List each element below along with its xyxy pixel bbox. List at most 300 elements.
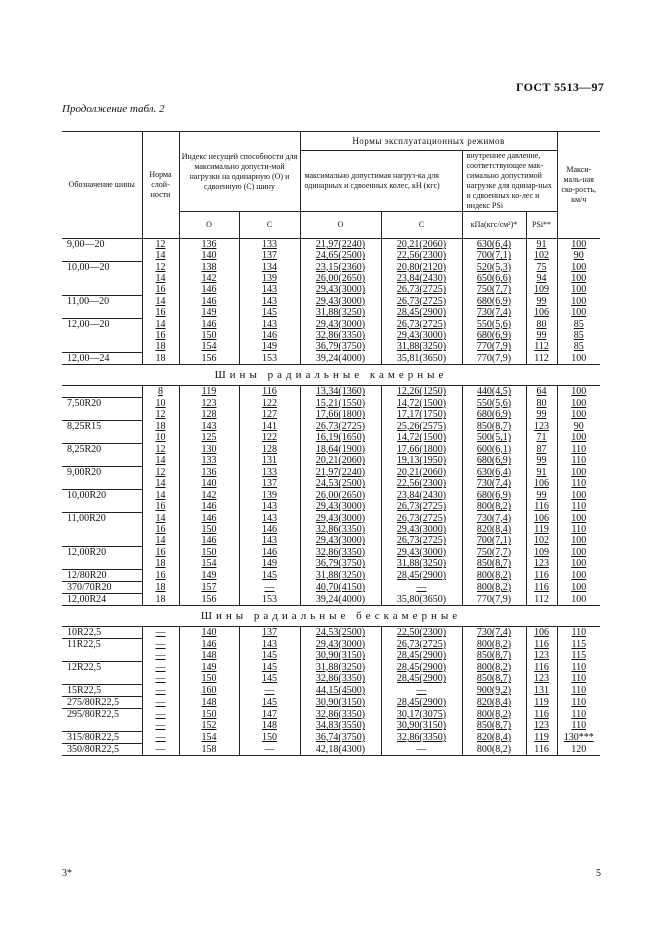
max-speed: 100 <box>557 582 600 594</box>
ply-rating: 10 <box>142 432 179 444</box>
tire-size: 10,00—20 <box>62 262 142 274</box>
table-row <box>62 501 600 513</box>
max-speed: 90 <box>557 421 600 433</box>
pressure: 730(7,4) <box>462 513 526 525</box>
load-dual: 25,26(2575) <box>381 421 462 433</box>
index-single: 156 <box>179 353 239 365</box>
pressure: 850(8,7) <box>462 421 526 433</box>
load-single: 31,88(3250) <box>300 662 381 674</box>
ply-rating: 16 <box>142 307 179 319</box>
pressure: 770(7,9) <box>462 594 526 606</box>
psi-index: 106 <box>526 627 557 639</box>
tire-size: 315/80R22,5 <box>62 732 142 744</box>
table-row <box>62 685 600 697</box>
max-speed: 100 <box>557 558 600 570</box>
pressure: 800(8,2) <box>462 744 526 756</box>
max-speed: 100 <box>557 262 600 274</box>
table-row <box>62 720 600 732</box>
pressure: 770(7,9) <box>462 353 526 365</box>
ply-rating: 14 <box>142 513 179 525</box>
index-single: 154 <box>179 341 239 353</box>
ply-rating: 14 <box>142 490 179 502</box>
index-dual: 122 <box>239 432 300 444</box>
load-single: 29,43(3000) <box>300 284 381 296</box>
psi-index: 106 <box>526 478 557 490</box>
load-dual: 29,43(3000) <box>381 547 462 559</box>
max-speed: 100 <box>557 307 600 319</box>
ply-rating: 16 <box>142 501 179 513</box>
index-single: 146 <box>179 535 239 547</box>
index-dual: 133 <box>239 467 300 479</box>
pressure: 730(7,4) <box>462 627 526 639</box>
table-row <box>62 650 600 662</box>
load-dual: 26,73(2725) <box>381 513 462 525</box>
load-single: 40,70(4150) <box>300 582 381 594</box>
load-dual: 12,26(1250) <box>381 386 462 398</box>
table-row <box>62 558 600 570</box>
load-single: 26,73(2725) <box>300 421 381 433</box>
index-dual: 145 <box>239 673 300 685</box>
load-dual: 29,43(3000) <box>381 524 462 535</box>
table-row <box>62 732 600 744</box>
tire-size <box>62 478 142 490</box>
index-dual: 145 <box>239 570 300 582</box>
table-row <box>62 307 600 319</box>
header-max-speed: Макси-маль-ная ско-рость, км/ч <box>557 132 600 239</box>
ply-rating: 18 <box>142 594 179 606</box>
index-dual: 137 <box>239 250 300 262</box>
max-speed: 110 <box>557 627 600 639</box>
section-radial-tubeless <box>62 606 600 627</box>
index-single: 146 <box>179 319 239 331</box>
max-speed: 110 <box>557 720 600 732</box>
tire-size: 9,00—20 <box>62 239 142 251</box>
section-title-radial-tubeless: Шины радиальные бескамерные <box>62 606 600 627</box>
pressure: 820(8,4) <box>462 524 526 535</box>
ply-rating: 14 <box>142 250 179 262</box>
ply-rating: 18 <box>142 582 179 594</box>
index-single: 148 <box>179 650 239 662</box>
max-speed: 110 <box>557 524 600 535</box>
load-single: 31,88(3250) <box>300 570 381 582</box>
load-single: 17,66(1800) <box>300 409 381 421</box>
tire-size <box>62 409 142 421</box>
tire-size: 12,00R24 <box>62 594 142 606</box>
psi-index: 80 <box>526 319 557 331</box>
load-single: 32,86(3350) <box>300 709 381 721</box>
ply-rating: — <box>142 662 179 674</box>
load-dual: 28,45(2900) <box>381 697 462 709</box>
load-single: 36,74(3750) <box>300 732 381 744</box>
load-dual: 26,73(2725) <box>381 296 462 308</box>
ply-rating: — <box>142 720 179 732</box>
index-single: 140 <box>179 478 239 490</box>
load-single: 39,24(4000) <box>300 353 381 365</box>
load-single: 20,21(2060) <box>300 455 381 467</box>
header-max-load: максимально допустимая нагруз-ка для одинарных и сдвоенных колес, кН (кгс) <box>300 151 462 212</box>
index-dual: 146 <box>239 547 300 559</box>
index-dual: 153 <box>239 353 300 365</box>
load-single: 32,86(3350) <box>300 673 381 685</box>
ply-rating: 12 <box>142 239 179 251</box>
pressure: 820(8,4) <box>462 732 526 744</box>
psi-index: 116 <box>526 570 557 582</box>
pressure: 800(8,2) <box>462 570 526 582</box>
tire-size: 275/80R22,5 <box>62 697 142 709</box>
index-dual: 141 <box>239 421 300 433</box>
tire-size <box>62 432 142 444</box>
table-row <box>62 398 600 410</box>
max-speed: 120 <box>557 744 600 756</box>
index-single: 125 <box>179 432 239 444</box>
load-single: 24,53(2500) <box>300 478 381 490</box>
psi-index: 116 <box>526 501 557 513</box>
load-dual: — <box>381 744 462 756</box>
tire-size <box>62 330 142 341</box>
header-load-single: О <box>300 212 381 239</box>
table-row <box>62 478 600 490</box>
pressure: 800(8,2) <box>462 582 526 594</box>
load-dual: 30,17(3075) <box>381 709 462 721</box>
psi-index: 102 <box>526 250 557 262</box>
index-dual: 147 <box>239 709 300 721</box>
index-dual: 145 <box>239 307 300 319</box>
load-dual: 31,88(3250) <box>381 341 462 353</box>
header-pressure-unit: кПа(кгс/см²)* <box>462 212 526 239</box>
max-speed: 100 <box>557 432 600 444</box>
ply-rating: — <box>142 673 179 685</box>
ply-rating: 18 <box>142 421 179 433</box>
table-row <box>62 709 600 721</box>
load-single: 34,83(3550) <box>300 720 381 732</box>
ply-rating: 16 <box>142 547 179 559</box>
index-single: 123 <box>179 398 239 410</box>
max-speed: 85 <box>557 330 600 341</box>
load-dual: 28,45(2900) <box>381 662 462 674</box>
max-speed: 100 <box>557 353 600 365</box>
index-dual: 150 <box>239 732 300 744</box>
pressure: 800(8,2) <box>462 709 526 721</box>
index-single: 146 <box>179 296 239 308</box>
psi-index: 99 <box>526 330 557 341</box>
load-dual: 19,13(1950) <box>381 455 462 467</box>
section-title-radial-tube: Шины радиальные камерные <box>62 365 600 386</box>
index-single: 149 <box>179 570 239 582</box>
load-single: 29,43(3000) <box>300 535 381 547</box>
load-dual: 22,56(2300) <box>381 250 462 262</box>
index-dual: 143 <box>239 535 300 547</box>
ply-rating: 10 <box>142 398 179 410</box>
ply-rating: — <box>142 732 179 744</box>
table-row <box>62 455 600 467</box>
pressure: 730(7,4) <box>462 307 526 319</box>
load-dual: 17,66(1800) <box>381 444 462 456</box>
load-single: 16,19(1650) <box>300 432 381 444</box>
pressure: 700(7,1) <box>462 250 526 262</box>
load-dual: 35,81(3650) <box>381 353 462 365</box>
index-single: 136 <box>179 239 239 251</box>
max-speed: 110 <box>557 478 600 490</box>
load-dual: 14,72(1500) <box>381 398 462 410</box>
index-dual: 131 <box>239 455 300 467</box>
load-dual: 31,88(3250) <box>381 558 462 570</box>
max-speed: 100 <box>557 594 600 606</box>
psi-index: 131 <box>526 685 557 697</box>
table-row <box>62 490 600 502</box>
header-load-dual: С <box>381 212 462 239</box>
index-single: 138 <box>179 262 239 274</box>
tire-size <box>62 650 142 662</box>
pressure: 600(6,1) <box>462 444 526 456</box>
max-speed: 100 <box>557 398 600 410</box>
ply-rating: — <box>142 697 179 709</box>
max-speed: 110 <box>557 673 600 685</box>
tire-size <box>62 673 142 685</box>
table-row <box>62 627 600 639</box>
tire-size: 11R22,5 <box>62 639 142 651</box>
index-single: 140 <box>179 250 239 262</box>
load-single: 32,86(3350) <box>300 547 381 559</box>
pressure: 680(6,9) <box>462 409 526 421</box>
max-speed: 110 <box>557 501 600 513</box>
header-tire-designation: Обозначение шины <box>62 132 142 239</box>
load-single: 29,43(3000) <box>300 296 381 308</box>
pressure: 550(5,6) <box>462 319 526 331</box>
max-speed: 110 <box>557 444 600 456</box>
tire-size <box>62 341 142 353</box>
index-single: 146 <box>179 513 239 525</box>
table-row <box>62 250 600 262</box>
load-dual: — <box>381 685 462 697</box>
max-speed: 110 <box>557 662 600 674</box>
index-single: 158 <box>179 744 239 756</box>
ply-rating: 12 <box>142 409 179 421</box>
psi-index: 116 <box>526 639 557 651</box>
tire-size <box>62 386 142 398</box>
table-row <box>62 594 600 606</box>
tire-size <box>62 501 142 513</box>
load-dual: 23,84(2430) <box>381 273 462 284</box>
index-dual: — <box>239 582 300 594</box>
pressure: 850(8,7) <box>462 650 526 662</box>
ply-rating: 12 <box>142 262 179 274</box>
max-speed: 115 <box>557 639 600 651</box>
pressure: 850(8,7) <box>462 673 526 685</box>
tire-size <box>62 720 142 732</box>
psi-index: 123 <box>526 558 557 570</box>
index-dual: 122 <box>239 398 300 410</box>
ply-rating: — <box>142 709 179 721</box>
psi-index: 116 <box>526 709 557 721</box>
ply-rating: 14 <box>142 535 179 547</box>
load-single: 23,15(2360) <box>300 262 381 274</box>
index-single: 149 <box>179 307 239 319</box>
tire-size <box>62 284 142 296</box>
load-single: 31,88(3250) <box>300 307 381 319</box>
header-index-dual: С <box>239 212 300 239</box>
table-row <box>62 444 600 456</box>
ply-rating: 16 <box>142 524 179 535</box>
load-single: 32,86(3350) <box>300 330 381 341</box>
psi-index: 99 <box>526 296 557 308</box>
index-single: 156 <box>179 594 239 606</box>
header-pressure: внутреннее давление, соответствующее мак-симально допустимой нагрузке для одинар-ных и сдвоенных ко-лес и индекс PSi <box>462 151 557 212</box>
tire-size: 9,00R20 <box>62 467 142 479</box>
pressure: 900(9,2) <box>462 685 526 697</box>
max-speed: 110 <box>557 709 600 721</box>
psi-index: 64 <box>526 386 557 398</box>
radial-tubeless-tires-body <box>62 627 600 756</box>
table-row <box>62 570 600 582</box>
load-single: 29,43(3000) <box>300 639 381 651</box>
load-dual: 28,45(2900) <box>381 307 462 319</box>
tire-size: 295/80R22,5 <box>62 709 142 721</box>
psi-index: 119 <box>526 524 557 535</box>
ply-rating: — <box>142 627 179 639</box>
max-speed: 100 <box>557 490 600 502</box>
max-speed: 110 <box>557 697 600 709</box>
psi-index: 112 <box>526 594 557 606</box>
index-single: 143 <box>179 421 239 433</box>
tire-size: 8,25R20 <box>62 444 142 456</box>
index-dual: — <box>239 685 300 697</box>
psi-index: 119 <box>526 697 557 709</box>
max-speed: 100 <box>557 409 600 421</box>
max-speed: 100 <box>557 513 600 525</box>
load-single: 44,15(4500) <box>300 685 381 697</box>
load-single: 24,65(2500) <box>300 250 381 262</box>
index-dual: 139 <box>239 490 300 502</box>
tire-size: 12,00—20 <box>62 319 142 331</box>
table-row <box>62 513 600 525</box>
max-speed: 115 <box>557 650 600 662</box>
section-radial-tube <box>62 365 600 386</box>
max-speed: 130*** <box>557 732 600 744</box>
load-dual: 17,17(1750) <box>381 409 462 421</box>
index-dual: 145 <box>239 650 300 662</box>
table-row <box>62 319 600 331</box>
load-dual: 26,73(2725) <box>381 535 462 547</box>
pressure: 440(4,5) <box>462 386 526 398</box>
table-header <box>62 132 600 239</box>
header-psi: PSi** <box>526 212 557 239</box>
max-speed: 110 <box>557 685 600 697</box>
ply-rating: — <box>142 639 179 651</box>
psi-index: 94 <box>526 273 557 284</box>
tire-size <box>62 307 142 319</box>
load-dual: 20,21(2060) <box>381 239 462 251</box>
load-dual: 20,21(2060) <box>381 467 462 479</box>
table-row <box>62 582 600 594</box>
psi-index: 106 <box>526 307 557 319</box>
max-speed: 100 <box>557 296 600 308</box>
max-speed: 85 <box>557 341 600 353</box>
pressure: 850(8,7) <box>462 720 526 732</box>
max-speed: 100 <box>557 570 600 582</box>
pressure: 820(8,4) <box>462 697 526 709</box>
tire-size: 15R22,5 <box>62 685 142 697</box>
table-row <box>62 639 600 651</box>
tire-size: 8,25R15 <box>62 421 142 433</box>
psi-index: 91 <box>526 239 557 251</box>
psi-index: 112 <box>526 353 557 365</box>
ply-rating: 8 <box>142 386 179 398</box>
tire-size <box>62 524 142 535</box>
table-row <box>62 547 600 559</box>
table-row <box>62 744 600 756</box>
load-single: 21,97(2240) <box>300 239 381 251</box>
index-single: 152 <box>179 720 239 732</box>
index-dual: 116 <box>239 386 300 398</box>
pressure: 630(6,4) <box>462 467 526 479</box>
ply-rating: 12 <box>142 467 179 479</box>
index-single: 150 <box>179 709 239 721</box>
table-row <box>62 262 600 274</box>
index-single: 133 <box>179 455 239 467</box>
table-row <box>62 353 600 365</box>
tire-size: 11,00R20 <box>62 513 142 525</box>
load-single: 39,24(4000) <box>300 594 381 606</box>
header-ply-rating: Норма слой-ности <box>142 132 179 239</box>
ply-rating: — <box>142 650 179 662</box>
tire-size: 350/80R22,5 <box>62 744 142 756</box>
index-dual: 139 <box>239 273 300 284</box>
load-dual: 28,45(2900) <box>381 673 462 685</box>
pressure: 550(5,6) <box>462 398 526 410</box>
tire-size <box>62 558 142 570</box>
index-single: 146 <box>179 639 239 651</box>
psi-index: 106 <box>526 513 557 525</box>
table-row <box>62 409 600 421</box>
tire-size: 12,00—24 <box>62 353 142 365</box>
page-number: 5 <box>596 868 601 879</box>
max-speed: 100 <box>557 547 600 559</box>
load-dual: 29,43(3000) <box>381 330 462 341</box>
load-dual: 32,86(3350) <box>381 732 462 744</box>
table-row <box>62 386 600 398</box>
load-single: 29,43(3000) <box>300 501 381 513</box>
max-speed: 100 <box>557 273 600 284</box>
psi-index: 116 <box>526 582 557 594</box>
tire-size: 370/70R20 <box>62 582 142 594</box>
tire-size: 12,00R20 <box>62 547 142 559</box>
pressure: 700(7,1) <box>462 535 526 547</box>
index-single: 146 <box>179 501 239 513</box>
load-dual: 26,73(2725) <box>381 639 462 651</box>
tire-size: 12/80R20 <box>62 570 142 582</box>
index-dual: 143 <box>239 284 300 296</box>
load-single: 30,90(3150) <box>300 697 381 709</box>
psi-index: 123 <box>526 421 557 433</box>
pressure: 500(5,1) <box>462 432 526 444</box>
load-dual: 23,84(2430) <box>381 490 462 502</box>
load-dual: 22,56(2300) <box>381 478 462 490</box>
load-single: 13,34(1360) <box>300 386 381 398</box>
table-row <box>62 467 600 479</box>
load-single: 32,86(3350) <box>300 524 381 535</box>
index-dual: 146 <box>239 330 300 341</box>
tire-size <box>62 250 142 262</box>
ply-rating: — <box>142 685 179 697</box>
psi-index: 71 <box>526 432 557 444</box>
table-continuation-caption: Продолжение табл. 2 <box>62 103 165 115</box>
load-single: 18,64(1900) <box>300 444 381 456</box>
psi-index: 109 <box>526 284 557 296</box>
ply-rating: 14 <box>142 273 179 284</box>
load-dual: 26,73(2725) <box>381 501 462 513</box>
psi-index: 99 <box>526 409 557 421</box>
pressure: 520(5,3) <box>462 262 526 274</box>
